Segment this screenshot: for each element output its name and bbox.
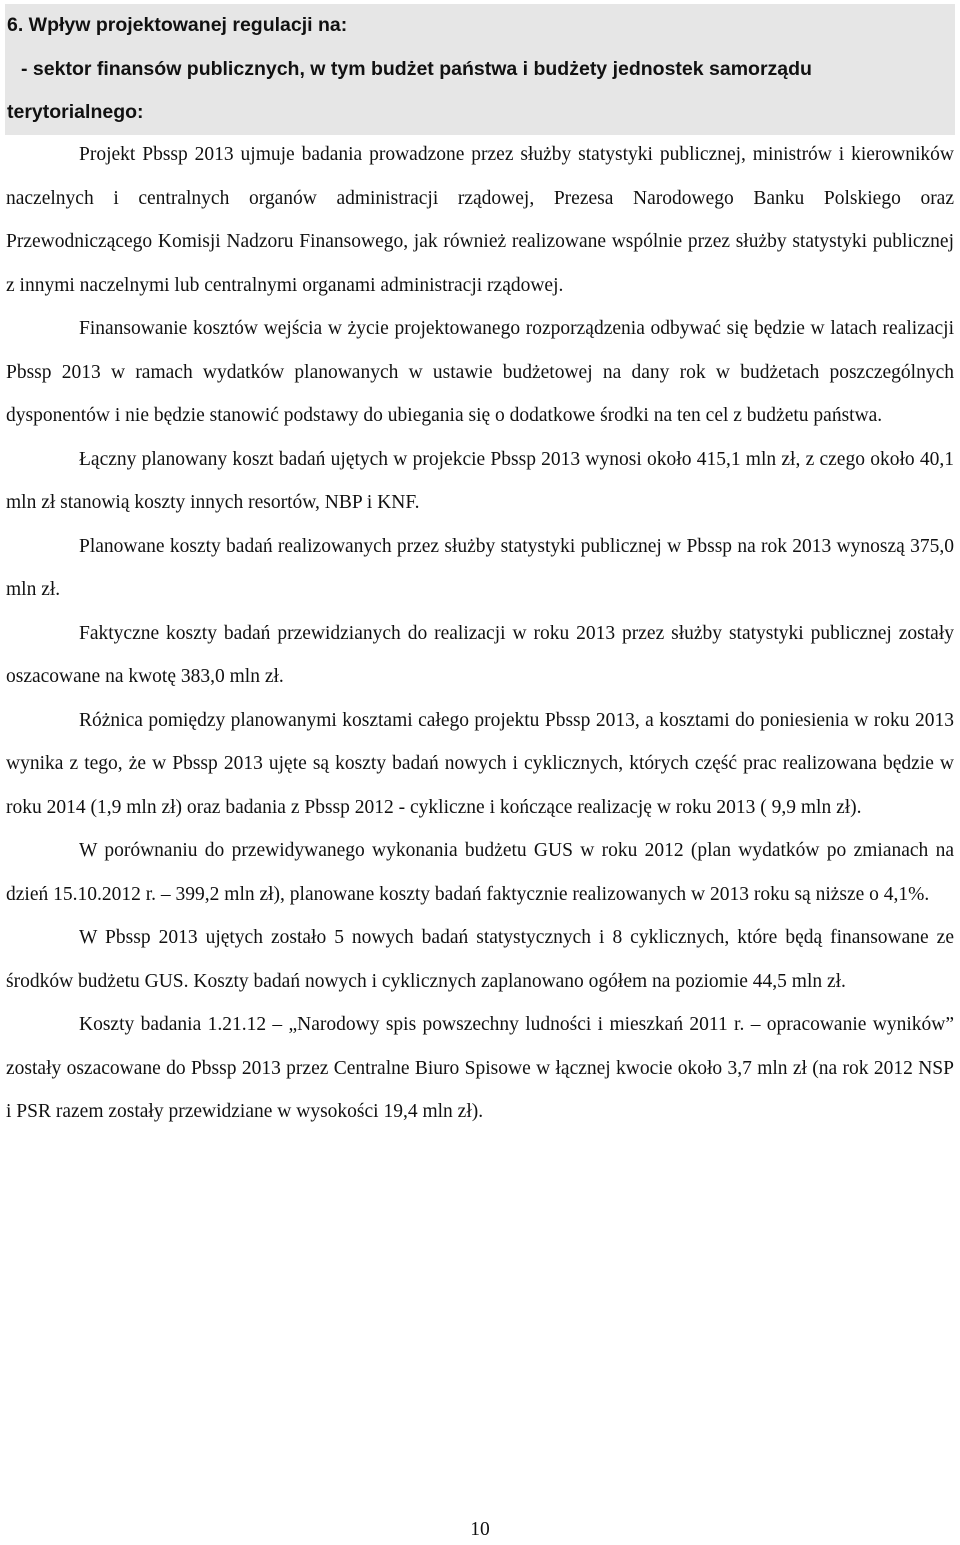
paragraph-financing: Finansowanie kosztów wejścia w życie projektowanego rozporządzenia odbywać się będzie w latach realizacji Pbssp 2013 w ramach wydatków planowanych w ustawie budżetowej na dany rok w budżetach poszczególnych dysponentów i nie będzie stanowić podstawy do ubiegania się o dodatkowe środki na ten cel z budżetu państwa.: [6, 318, 954, 426]
section-header: [5, 4, 955, 135]
paragraph-actual-cost: Faktyczne koszty badań przewidzianych do realizacji w roku 2013 przez służby statystyki publicznej zostały oszacowane na kwotę 383,0 mln zł.: [6, 622, 954, 687]
section-subtitle-line-2: terytorialnego:: [7, 101, 144, 123]
paragraph-planned-cost: Planowane koszty badań realizowanych przez służby statystyki publicznej w Pbssp na rok 2013 wynoszą 375,0 mln zł.: [6, 535, 954, 600]
section-title: 6. Wpływ projektowanej regulacji na:: [7, 14, 348, 36]
paragraph-total-cost: Łączny planowany koszt badań ujętych w projekcie Pbssp 2013 wynosi około 415,1 mln zł, z czego około 40,1 mln zł stanowią koszty innych resortów, NBP i KNF.: [6, 448, 954, 513]
paragraph-new-surveys: W Pbssp 2013 ujętych zostało 5 nowych badań statystycznych i 8 cyklicznych, które będą finansowane ze środków budżetu GUS. Koszty badań nowych i cyklicznych zaplanowano ogółem na poziomie 44,5 mln zł.: [6, 927, 954, 992]
paragraph-census: Koszty badania 1.21.12 – „Narodowy spis powszechny ludności i mieszkań 2011 r. – opracowanie wyników” zostały oszacowane do Pbssp 2013 przez Centralne Biuro Spisowe w łącznej kwocie około 3,7 mln zł (na rok 2012 NSP i PSR razem zostały przewidziane w wysokości 19,4 mln zł).: [6, 1014, 954, 1122]
section-subtitle-line-1: - sektor finansów publicznych, w tym budżet państwa i budżety jednostek samorządu: [21, 57, 812, 80]
document-body: [6, 133, 954, 1134]
paragraph-comparison: W porównaniu do przewidywanego wykonania budżetu GUS w roku 2012 (plan wydatków po zmianach na dzień 15.10.2012 r. – 399,2 mln zł), planowane koszty badań faktycznie realizowanych w 2013 roku są niższe o 4,1%.: [6, 840, 954, 905]
paragraph-difference: Różnica pomiędzy planowanymi kosztami całego projektu Pbssp 2013, a kosztami do poniesienia w roku 2013 wynika z tego, że w Pbssp 2013 ujęte są koszty badań nowych i cyklicznych, których część prac realizowana będzie w roku 2014 (1,9 mln zł) oraz badania z Pbssp 2012 - cykliczne i kończące realizację w roku 2013 ( 9,9 mln zł).: [6, 709, 954, 818]
paragraph-scope: Projekt Pbssp 2013 ujmuje badania prowadzone przez służby statystyki publicznej, ministrów i kierowników naczelnych i centralnych organów administracji rządowej, Prezesa Narodowego Banku Polskiego oraz Przewodniczącego Komisji Nadzoru Finansowego, jak również realizowane wspólnie przez służby statystyki publicznej z innymi naczelnymi lub centralnymi organami administracji rządowej.: [6, 144, 954, 296]
page-number: 10: [470, 1519, 490, 1540]
